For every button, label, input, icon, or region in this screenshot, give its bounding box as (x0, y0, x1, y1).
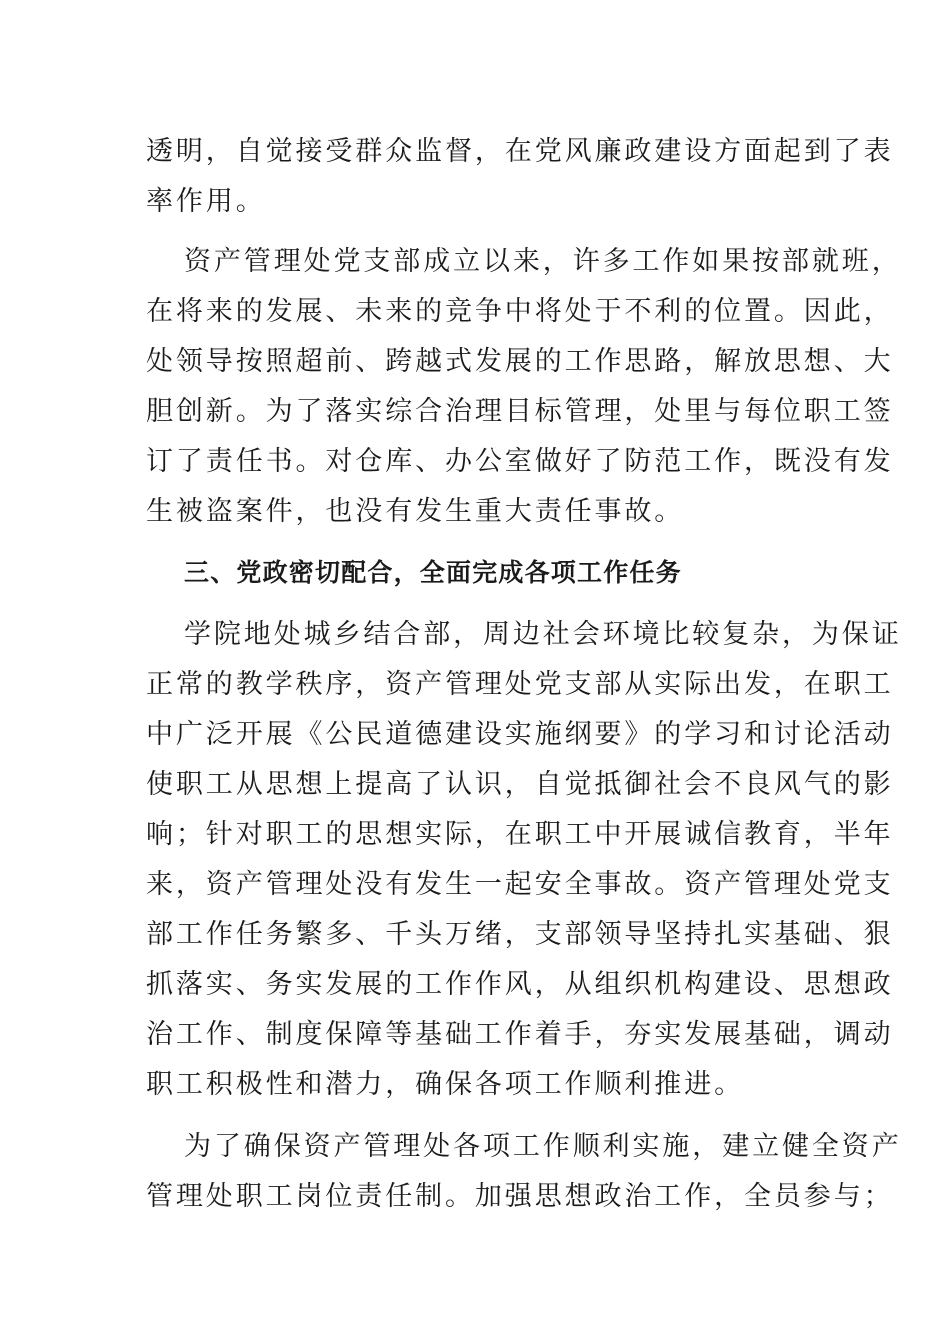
paragraph-2-line-5: 订了责任书。对仓库、办公室做好了防范工作，既没有发 (146, 446, 894, 477)
paragraph-2-line-4: 胆创新。为了落实综合治理目标管理，处里与每位职工签 (146, 396, 894, 427)
paragraph-3-line-1: 学院地处城乡结合部，周边社会环境比较复杂，为保证 (184, 619, 902, 650)
paragraph-3-line-4: 使职工从思想上提高了认识，自觉抵御社会不良风气的影 (146, 769, 894, 800)
paragraph-2-line-6: 生被盗案件，也没有发生重大责任事故。 (146, 496, 685, 527)
paragraph-3-line-2: 正常的教学秩序，资产管理处党支部从实际出发，在职工 (146, 669, 894, 700)
paragraph-4-line-2: 管理处职工岗位责任制。加强思想政治工作，全员参与； (146, 1181, 894, 1212)
section-heading: 三、党政密切配合，全面完成各项工作任务 (184, 558, 682, 587)
paragraph-1-line-2: 率作用。 (146, 186, 266, 217)
paragraph-1-line-1: 透明，自觉接受群众监督，在党风廉政建设方面起到了表 (146, 136, 894, 167)
paragraph-3-line-10: 职工积极性和潜力，确保各项工作顺利推进。 (146, 1069, 744, 1100)
paragraph-4-line-1: 为了确保资产管理处各项工作顺利实施，建立健全资产 (184, 1131, 902, 1162)
paragraph-2-line-2: 在将来的发展、未来的竞争中将处于不利的位置。因此， (146, 296, 894, 327)
paragraph-3-line-3: 中广泛开展《公民道德建设实施纲要》的学习和讨论活动 (146, 719, 894, 750)
paragraph-3-line-8: 抓落实、务实发展的工作作风，从组织机构建设、思想政 (146, 969, 894, 1000)
paragraph-3-line-7: 部工作任务繁多、千头万绪，支部领导坚持扎实基础、狠 (146, 919, 894, 950)
paragraph-2-line-3: 处领导按照超前、跨越式发展的工作思路，解放思想、大 (146, 346, 894, 377)
paragraph-2-line-1: 资产管理处党支部成立以来，许多工作如果按部就班， (184, 246, 902, 277)
paragraph-3-line-5: 响；针对职工的思想实际，在职工中开展诚信教育，半年 (146, 819, 894, 850)
paragraph-3-line-9: 治工作、制度保障等基础工作着手，夯实发展基础，调动 (146, 1019, 894, 1050)
paragraph-3-line-6: 来，资产管理处没有发生一起安全事故。资产管理处党支 (146, 869, 894, 900)
